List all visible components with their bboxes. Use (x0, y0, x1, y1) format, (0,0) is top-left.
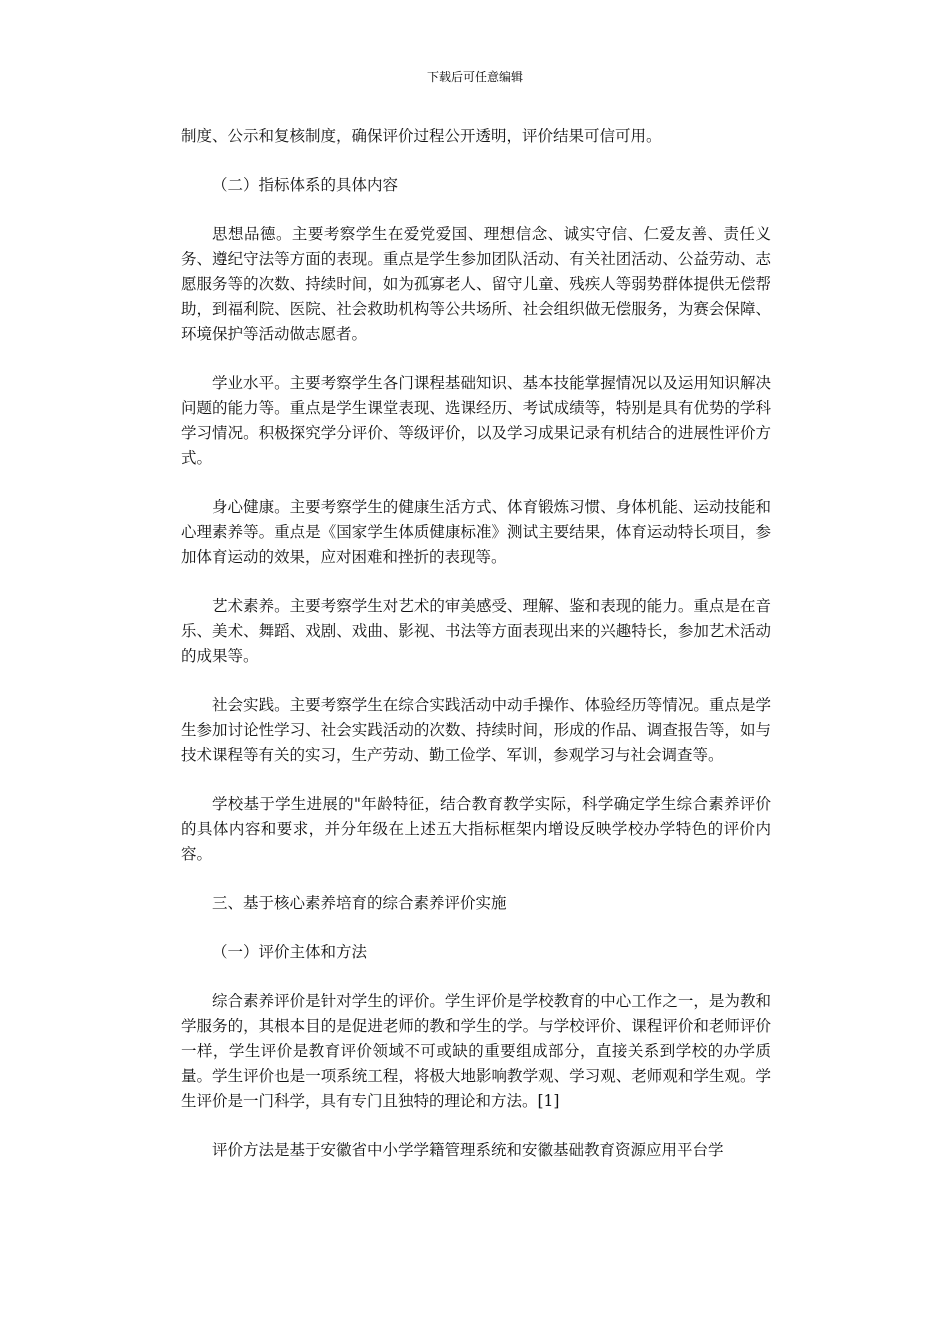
paragraph-social-practice: 社会实践。主要考察学生在综合实践活动中动手操作、体验经历等情况。重点是学生参加讨论性学习、社会实践活动的次数、持续时间，形成的作品、调查报告等，如与技术课程等有关的实习，生产劳动、勤工俭学、军训，参观学习与社会调查等。 (181, 696, 771, 764)
paragraph-continuation: 制度、公示和复核制度，确保评价过程公开透明，评价结果可信可用。 (181, 127, 662, 145)
paragraph-school-content: 学校基于学生进展的"年龄特征，结合教育教学实际，科学确定学生综合素养评价的具体内容和要求，并分年级在上述五大指标框架内增设反映学校办学特色的评价内容。 (181, 795, 771, 863)
paragraph-physical-mental-health: 身心健康。主要考察学生的健康生活方式、体育锻炼习惯、身体机能、运动技能和心理素养等。重点是《国家学生体质健康标准》测试主要结果，体育运动特长项目，参加体育运动的效果，应对困难和挫折的表现等。 (181, 498, 771, 566)
section-heading-implementation: 三、基于核心素养培育的综合素养评价实施 (212, 894, 507, 912)
paragraph-moral-character: 思想品德。主要考察学生在爱党爱国、理想信念、诚实守信、仁爱友善、责任义务、遵纪守法等方面的表现。重点是学生参加团队活动、有关社团活动、公益劳动、志愿服务等的次数、持续时间，如为孤寡老人、留守儿童、残疾人等弱势群体提供无偿帮助，到福利院、医院、社会救助机构等公共场所、社会组织做无偿服务，为赛会保障、环境保护等活动做志愿者。 (181, 225, 771, 343)
paragraph-student-evaluation: 综合素养评价是针对学生的评价。学生评价是学校教育的中心工作之一，是为教和学服务的，其根本目的是促进老师的教和学生的学。与学校评价、课程评价和老师评价一样，学生评价是教育评价领域不可或缺的重要组成部分，直接关系到学校的办学质量。学生评价也是一项系统工程，将极大地影响教学观、学习观、老师观和学生观。学生评价是一门科学，具有专门且独特的理论和方法。[1] (181, 992, 771, 1110)
paragraph-academic-level: 学业水平。主要考察学生各门课程基础知识、基本技能掌握情况以及运用知识解决问题的能力等。重点是学生课堂表现、选课经历、考试成绩等，特别是具有优势的学科学习情况。积极探究学分评价、等级评价，以及学习成果记录有机结合的进展性评价方式。 (181, 374, 771, 467)
section-heading-indicators: （二）指标体系的具体内容 (212, 176, 399, 194)
subsection-heading-subjects-methods: （一）评价主体和方法 (212, 943, 368, 961)
paragraph-evaluation-method: 评价方法是基于安徽省中小学学籍管理系统和安徽基础教育资源应用平台学 (212, 1141, 724, 1159)
document-body (181, 124, 771, 1163)
page-header-note: 下载后可任意编辑 (426, 70, 523, 84)
paragraph-artistic-literacy: 艺术素养。主要考察学生对艺术的审美感受、理解、鉴和表现的能力。重点是在音乐、美术、舞蹈、戏剧、戏曲、影视、书法等方面表现出来的兴趣特长，参加艺术活动的成果等。 (181, 597, 771, 665)
